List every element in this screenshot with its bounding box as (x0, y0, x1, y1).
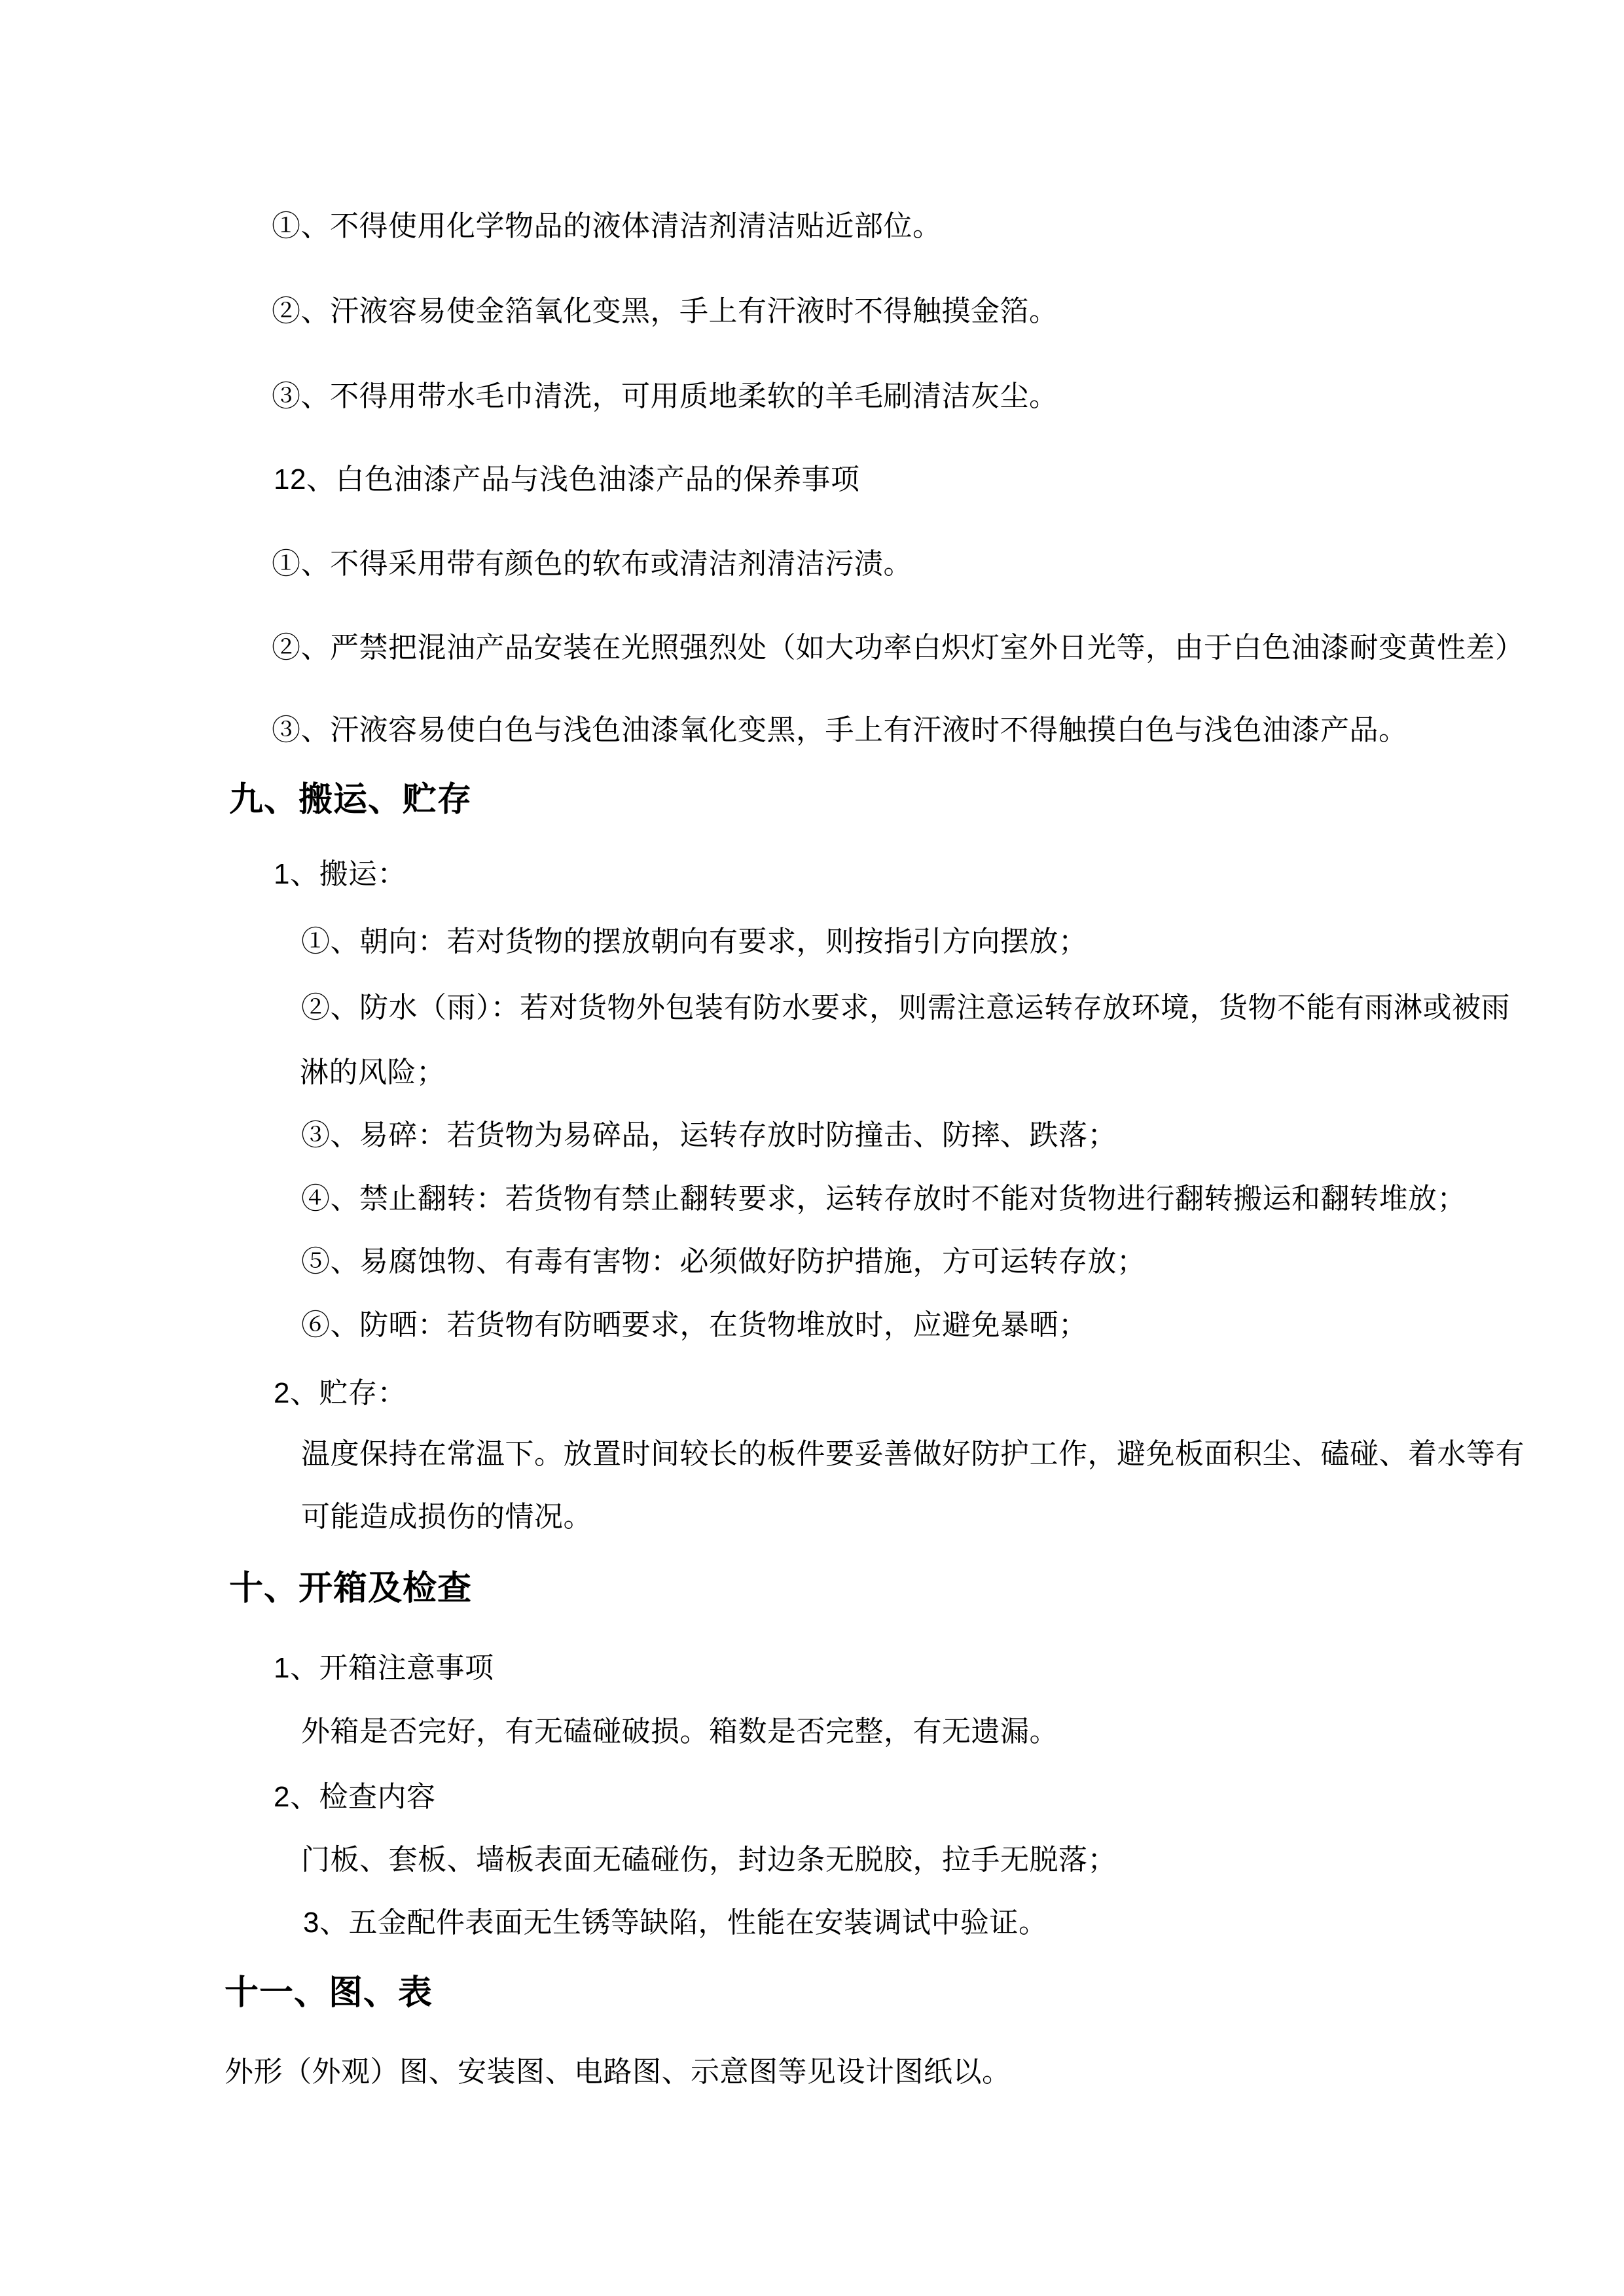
list-item-corrosive: ⑤、易腐蚀物、有毒有害物：必须做好防护措施，方可运转存放； (301, 1246, 1146, 1278)
list-item-waterproof: ②、防水（雨）：若对货物外包装有防水要求，则需注意运转存放环境，货物不能有雨淋或被雨 (301, 992, 1510, 1024)
intro-item-circled-1b: ①、不得采用带有颜色的软布或清洁剂清洁污渍。 (272, 548, 912, 580)
paragraph-outer-box-check: 外箱是否完好，有无磕碰破损。箱数是否完整，有无遗漏。 (301, 1715, 1058, 1748)
section-heading-unboxing-inspection: 十、开箱及检查 (229, 1570, 473, 1607)
intro-item-circled-1: ①、不得使用化学物品的液体清洁剂清洁贴近部位。 (272, 210, 942, 242)
list-item-unboxing-notes: 1、开箱注意事项 (274, 1652, 494, 1684)
list-item-storage: 2、贮存： (274, 1377, 406, 1409)
intro-item-circled-2b: ②、严禁把混油产品安装在光照强烈处（如大功率白炽灯室外日光等，由于白色油漆耐变黄性差） (272, 632, 1525, 664)
paragraph-storage-cont: 可能造成损伤的情况。 (301, 1501, 592, 1533)
paragraph-panel-check: 门板、套板、墙板表面无磕碰伤，封边条无脱胶，拉手无脱落； (301, 1844, 1117, 1876)
intro-item-circled-3: ③、不得用带水毛巾清洗，可用质地柔软的羊毛刷清洁灰尘。 (272, 380, 1058, 412)
intro-item-circled-2: ②、汗液容易使金箔氧化变黑，手上有汗液时不得触摸金箔。 (272, 295, 1058, 327)
list-item-fragile: ③、易碎：若货物为易碎品，运转存放时防撞击、防摔、跌落； (301, 1119, 1117, 1151)
intro-item-12: 12、白色油漆产品与浅色油漆产品的保养事项 (274, 463, 860, 495)
list-item-no-flip: ④、禁止翻转：若货物有禁止翻转要求，运转存放时不能对货物进行翻转搬运和翻转堆放； (301, 1183, 1466, 1215)
list-item-inspection-scope: 2、检查内容 (274, 1781, 436, 1813)
list-item-sun-protection: ⑥、防晒：若货物有防晒要求，在货物堆放时，应避免暴晒； (301, 1309, 1088, 1341)
list-item-orientation: ①、朝向：若对货物的摆放朝向有要求，则按指引方向摆放； (301, 925, 1088, 958)
list-item-transport: 1、搬运： (274, 858, 406, 890)
section-heading-transport-storage: 九、搬运、贮存 (229, 781, 473, 819)
section-heading-figures-tables: 十一、图、表 (225, 1974, 433, 2012)
list-item-hardware-check: 3、五金配件表面无生锈等缺陷，性能在安装调试中验证。 (303, 1907, 1048, 1939)
paragraph-drawings-reference: 外形（外观）图、安装图、电路图、示意图等见设计图纸以。 (225, 2056, 1011, 2088)
paragraph-storage-temp: 温度保持在常温下。放置时间较长的板件要妥善做好防护工作，避免板面积尘、磕碰、着水等有 (301, 1438, 1525, 1470)
intro-item-circled-3b: ③、汗液容易使白色与浅色油漆氧化变黑，手上有汗液时不得触摸白色与浅色油漆产品。 (272, 714, 1408, 746)
list-item-waterproof-cont: 淋的风险； (300, 1056, 446, 1088)
